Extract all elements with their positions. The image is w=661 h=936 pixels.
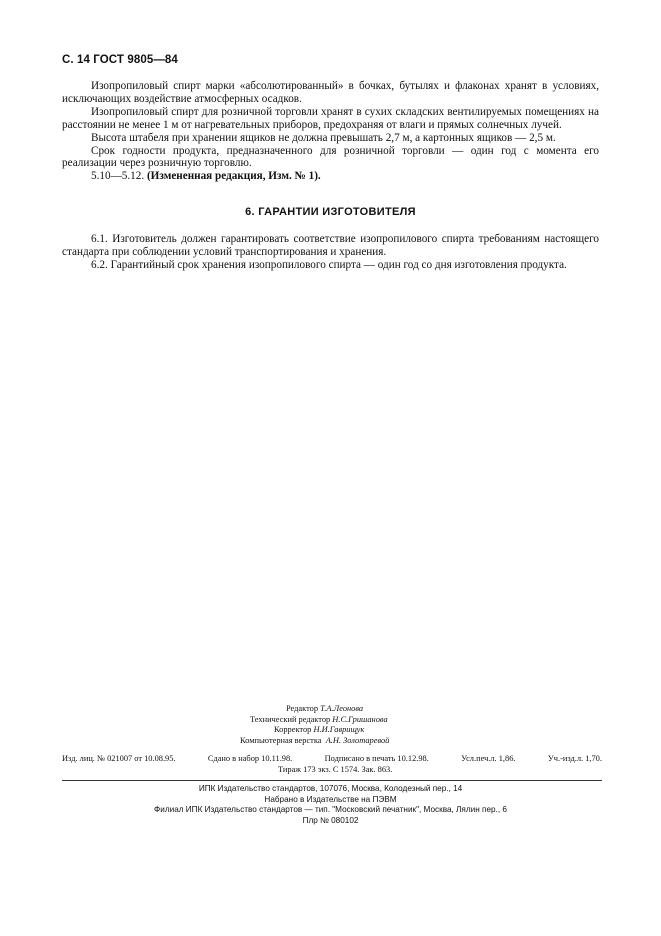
pub-sheets: Уч.-изд.л. 1,70. [547,754,602,763]
typeset-date: Сдано в набор 10.11.98. [207,754,293,763]
tech-editor-line: Технический редактор Н.С.Гришанова [250,714,388,724]
corrector-line: Корректор Н.И.Гаврищук [274,725,365,735]
amendment-note [62,170,599,183]
paragraph: Высота штабеля при хранении ящиков не должна превышать 2,7 м, а картонных ящиков — 2,5 м. [91,131,556,144]
imprint [62,754,602,775]
section-title: 6. ГАРАНТИИ ИЗГОТОВИТЕЛЯ [245,206,416,218]
imprint-line [62,754,602,765]
print-sheets: Усл.печ.л. 1,86. [461,754,516,763]
paragraph: Изопропиловый спирт для розничной торговли хранят в сухих складских вентилируемых помещениях на расстоянии не менее 1 м от нагревательных приборов, предохраняя от влаги и прямых солнечных лучей. [62,105,599,131]
paragraph: Изопропиловый спирт марки «абсолютированный» в бочках, бутылях и флаконах хранят в условиях, исключающих воздействие атмосферных осадков. [62,80,599,105]
signed-date: Подписано в печать 10.12.98. [324,754,429,763]
publisher-line: Плр № 080102 [302,815,359,825]
layout-line: Компьютерная верстка А.Н. Золотаревой [240,735,390,745]
section-text [62,233,599,272]
circulation: Тираж 173 экз. С 1574. Зак. 863. [278,764,393,774]
note-text: (Измененная редакция, Изм. № 1). [146,170,321,183]
storage-text [62,80,599,183]
paragraph: Срок годности продукта, предназначенного для розничной торговли — один год с момента его реализации через розничную торговлю. [62,144,599,170]
divider [62,780,602,781]
credits [0,704,661,746]
note-ref: 5.10—5.12. [91,170,145,183]
license: Изд. лиц. № 021007 от 10.08.95. [62,754,176,763]
editor-line: Редактор Т.А.Леонова [286,704,364,713]
paragraph: 6.1. Изготовитель должен гарантировать соответствие изопропилового спирта требованиям настоящего стандарта при соблюдении условий транспортирования и хранения. [62,233,599,258]
paragraph: 6.2. Гарантийный срок хранения изопропилового спирта — один год со дня изготовления продукта. [91,258,567,271]
page-header: С. 14 ГОСТ 9805—84 [62,54,178,66]
publisher-line: ИПК Издательство стандартов, 107076, Москва, Колодезный пер., 14 [198,784,463,793]
publisher-line: Набрано в Издательстве на ПЭВМ [264,794,397,804]
publisher-info [0,784,661,826]
publisher-line: Филиал ИПК Издательство стандартов — тип. "Московский печатник", Москва, Лялин пер., 6 [154,805,507,815]
